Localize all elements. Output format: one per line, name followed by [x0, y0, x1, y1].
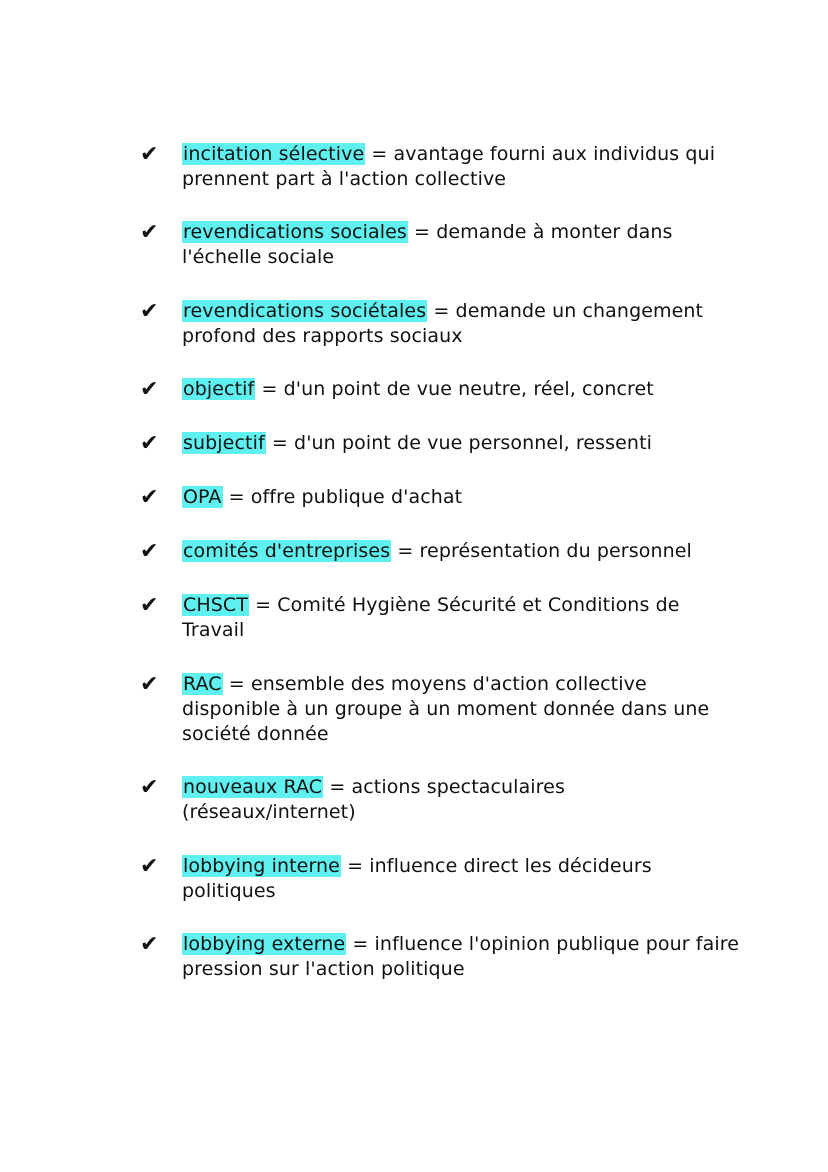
definition-continued: profond des rapports sociaux: [182, 325, 463, 347]
entry-text: [182, 377, 654, 402]
list-item: [140, 932, 760, 982]
check-mark-icon: ✔: [140, 672, 159, 697]
check-mark-icon: ✔: [140, 377, 159, 402]
entry-text: [182, 672, 709, 747]
definition: = représentation du personnel: [391, 540, 692, 562]
definition: = ensemble des moyens d'action collective: [222, 673, 647, 695]
definition: = avantage fourni aux individus qui: [365, 143, 716, 165]
check-mark-icon: ✔: [140, 220, 159, 245]
highlighted-term: objectif: [183, 378, 255, 400]
definition: = offre publique d'achat: [222, 486, 463, 508]
definition-continued: politiques: [182, 880, 276, 902]
list-item: [140, 539, 760, 564]
check-mark-icon: ✔: [140, 485, 159, 510]
definition-continued: disponible à un groupe à un moment donnée dans une: [182, 698, 710, 720]
list-item: [140, 431, 760, 456]
definition: = influence direct les décideurs: [340, 855, 652, 877]
highlighted-term: lobbying externe: [183, 933, 346, 955]
highlighted-term: lobbying interne: [183, 855, 340, 877]
highlighted-term: OPA: [183, 486, 222, 508]
list-item: [140, 775, 760, 825]
definition-continued: (réseaux/internet): [182, 801, 356, 823]
entry-text: [182, 220, 673, 270]
entry-text: [182, 485, 462, 510]
list-item: [140, 220, 760, 270]
definition-continued: l'échelle sociale: [182, 246, 335, 268]
definition: = demande à monter dans: [407, 221, 673, 243]
check-mark-icon: ✔: [140, 539, 159, 564]
entry-text: [182, 539, 692, 564]
definition-continued: pression sur l'action politique: [182, 958, 465, 980]
entry-text: [182, 775, 565, 825]
highlighted-term: RAC: [183, 673, 222, 695]
check-mark-icon: ✔: [140, 431, 159, 456]
list-item: [140, 854, 760, 904]
definition: = influence l'opinion publique pour faire: [346, 933, 740, 955]
highlighted-term: subjectif: [183, 432, 265, 454]
list-item: [140, 672, 760, 747]
check-mark-icon: ✔: [140, 593, 159, 618]
entry-text: [182, 299, 703, 349]
highlighted-term: revendications sociétales: [183, 300, 427, 322]
list-item: [140, 593, 760, 643]
definition: = d'un point de vue personnel, ressenti: [265, 432, 652, 454]
definition: = Comité Hygiène Sécurité et Conditions de: [249, 594, 680, 616]
list-item: [140, 485, 760, 510]
check-mark-icon: ✔: [140, 775, 159, 800]
entry-text: [182, 142, 715, 192]
highlighted-term: incitation sélective: [183, 143, 365, 165]
highlighted-term: nouveaux RAC: [183, 776, 323, 798]
entry-text: [182, 932, 739, 982]
list-item: [140, 142, 760, 192]
definition: = d'un point de vue neutre, réel, concret: [255, 378, 654, 400]
highlighted-term: revendications sociales: [183, 221, 407, 243]
list-item: [140, 299, 760, 349]
check-mark-icon: ✔: [140, 299, 159, 324]
check-mark-icon: ✔: [140, 142, 159, 167]
definition-continued-2: société donnée: [182, 723, 329, 745]
definition-continued: Travail: [182, 619, 245, 641]
highlighted-term: comités d'entreprises: [183, 540, 391, 562]
entry-text: [182, 854, 652, 904]
definition-continued: prennent part à l'action collective: [182, 168, 507, 190]
highlighted-term: CHSCT: [183, 594, 248, 616]
definition: = demande un changement: [427, 300, 704, 322]
definition: = actions spectaculaires: [323, 776, 565, 798]
entry-text: [182, 593, 680, 643]
list-item: [140, 377, 760, 402]
check-mark-icon: ✔: [140, 932, 159, 957]
entry-text: [182, 431, 652, 456]
check-mark-icon: ✔: [140, 854, 159, 879]
